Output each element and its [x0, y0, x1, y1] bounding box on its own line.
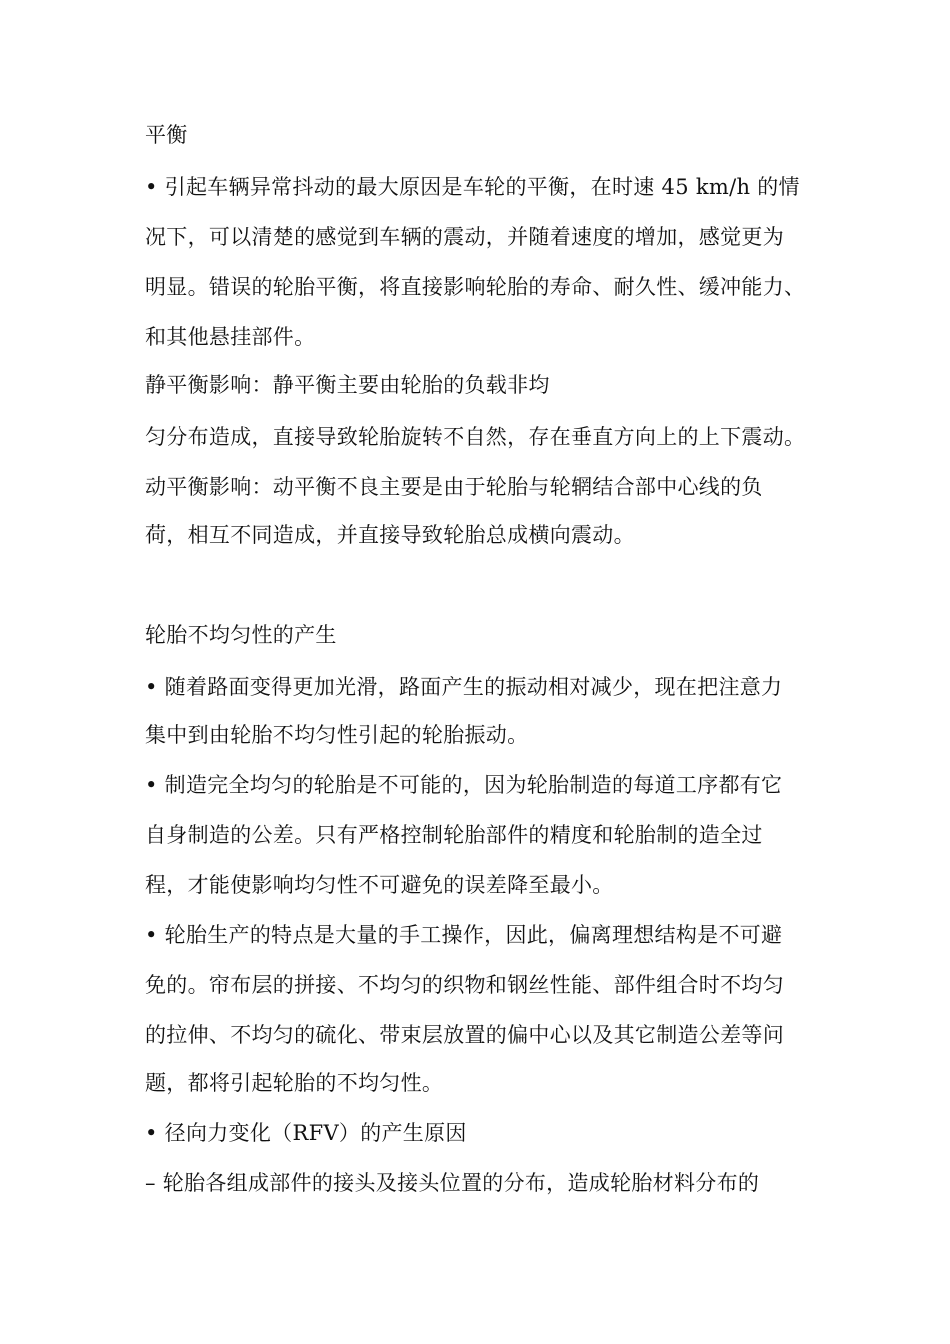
paragraph-line: 荷，相互不同造成，并直接导致轮胎总成横向震动。: [145, 523, 635, 547]
paragraph-line: 和其他悬挂部件。: [145, 325, 316, 349]
paragraph-line: 况下，可以清楚的感觉到车辆的震动，并随着速度的增加，感觉更为: [145, 225, 784, 249]
paragraph-line: 静平衡影响：静平衡主要由轮胎的负载非均: [145, 373, 550, 397]
paragraph-line: 集中到由轮胎不均匀性引起的轮胎振动。: [145, 723, 529, 747]
section-heading-balance: 平衡: [145, 123, 188, 147]
section-heading-nonuniformity: 轮胎不均匀性的产生: [145, 623, 337, 647]
paragraph-line: 程，才能使影响均匀性不可避免的误差降至最小。: [145, 873, 614, 897]
paragraph-line: • 轮胎生产的特点是大量的手工操作，因此，偏离理想结构是不可避: [145, 923, 783, 947]
paragraph-line: 的拉伸、不均匀的硫化、带束层放置的偏中心以及其它制造公差等问: [145, 1023, 784, 1047]
paragraph-line: 题，都将引起轮胎的不均匀性。: [145, 1071, 444, 1095]
paragraph-line: 自身制造的公差。只有严格控制轮胎部件的精度和轮胎制的造全过: [145, 823, 763, 847]
paragraph-line: 动平衡影响：动平衡不良主要是由于轮胎与轮辋结合部中心线的负: [145, 475, 763, 499]
paragraph-line: 匀分布造成，直接导致轮胎旋转不自然，存在垂直方向上的上下震动。: [145, 425, 806, 449]
paragraph-line: 明显。错误的轮胎平衡，将直接影响轮胎的寿命、耐久性、缓冲能力、: [145, 275, 806, 299]
paragraph-line: – 轮胎各组成部件的接头及接头位置的分布，造成轮胎材料分布的: [145, 1171, 760, 1195]
paragraph-line: • 随着路面变得更加光滑，路面产生的振动相对减少，现在把注意力: [145, 675, 783, 699]
paragraph-line: • 径向力变化（RFV）的产生原因: [145, 1121, 467, 1145]
paragraph-line: 免的。帘布层的拼接、不均匀的织物和钢丝性能、部件组合时不均匀: [145, 973, 784, 997]
paragraph-line: • 制造完全均匀的轮胎是不可能的，因为轮胎制造的每道工序都有它: [145, 773, 783, 797]
paragraph-line: • 引起车辆异常抖动的最大原因是车轮的平衡，在时速 45 km/h 的情: [145, 175, 800, 199]
